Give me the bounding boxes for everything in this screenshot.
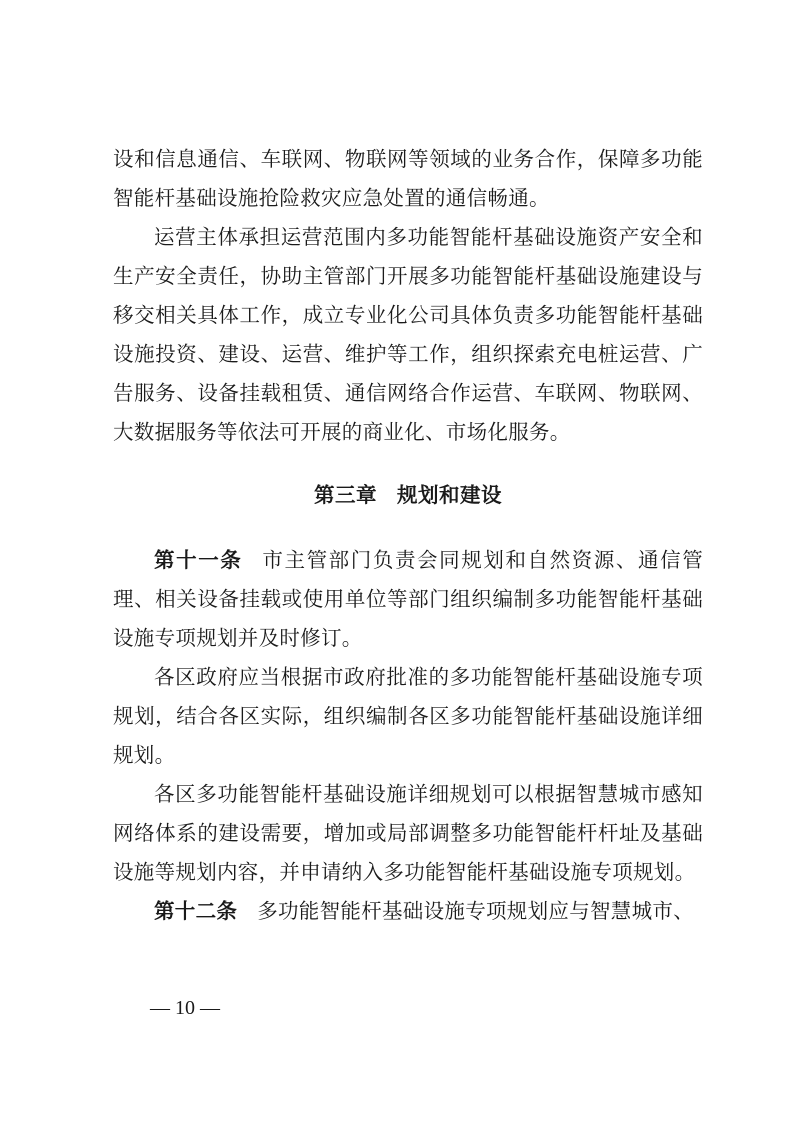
article-11-text: 市主管部门负责会同规划和自然资源、通信管理、相关设备挂载或使用单位等部门组织编制多功能智能杆基础设施专项规划并及时修订。 (113, 548, 704, 650)
article-11-paragraph-2: 各区政府应当根据市政府批准的多功能智能杆基础设施专项规划，结合各区实际，组织编制各区多功能智能杆基础设施详细规划。 (113, 665, 703, 767)
article-12-text: 多功能智能杆基础设施专项规划应与智慧城市、 (257, 899, 695, 923)
chapter-title: 规划和建设 (397, 483, 502, 507)
page-body (113, 140, 703, 931)
article-11-label: 第十一条 (154, 548, 243, 572)
page-number: — 10 — (150, 997, 220, 1019)
article-12-paragraph (113, 892, 703, 931)
chapter-heading (113, 476, 703, 515)
paragraph-continuation: 设和信息通信、车联网、物联网等领域的业务合作，保障多功能智能杆基础设施抢险救灾应急处置的通信畅通。 (113, 147, 703, 210)
article-12-label: 第十二条 (154, 899, 238, 923)
article-11-paragraph (113, 541, 703, 658)
paragraph-operator-duties: 运营主体承担运营范围内多功能智能杆基础设施资产安全和生产安全责任，协助主管部门开展多功能智能杆基础设施建设与移交相关具体工作，成立专业化公司具体负责多功能智能杆基础设施投资、建设、运营、维护等工作，组织探索充电桩运营、广告服务、设备挂载租赁、通信网络合作运营、车联网、物联网、大数据服务等依法可开展的商业化、市场化服务。 (113, 225, 703, 444)
article-11-paragraph-3: 各区多功能智能杆基础设施详细规划可以根据智慧城市感知网络体系的建设需要，增加或局部调整多功能智能杆杆址及基础设施等规划内容，并申请纳入多功能智能杆基础设施专项规划。 (113, 782, 703, 884)
chapter-number: 第三章 (314, 483, 377, 507)
